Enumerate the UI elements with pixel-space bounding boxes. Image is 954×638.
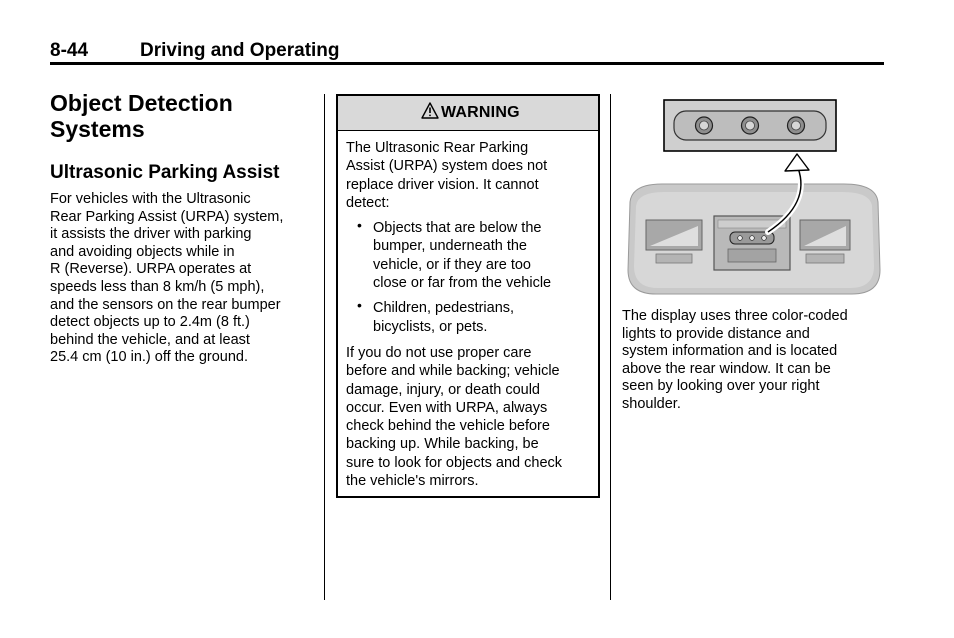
text-line: Assist (URPA) system does not (346, 158, 548, 175)
text-line: system information and is located (622, 343, 838, 360)
page-title (50, 90, 314, 142)
warning-body (346, 139, 594, 490)
text-line: For vehicles with the Ultrasonic (50, 191, 251, 207)
text-line: vehicle, or if they are too (373, 256, 531, 273)
text-line: R (Reverse). URPA operates at (50, 261, 252, 278)
text-line: bumper, underneath the (373, 238, 527, 255)
bullet-icon: • (357, 217, 362, 234)
text-line: backing up. While backing, be (346, 436, 539, 453)
page-number: 8-44 (50, 40, 89, 61)
column-divider (324, 94, 325, 600)
text-line: The Ultrasonic Rear Parking (346, 140, 529, 156)
intro-paragraph (50, 191, 314, 367)
text-line: Children, pedestrians, (373, 300, 515, 317)
warning-box (336, 94, 600, 498)
warning-bullet (346, 219, 594, 292)
warning-triangle-icon (421, 102, 439, 119)
text-line: behind the vehicle, and at least (50, 331, 250, 348)
indicator-light-icon (696, 117, 713, 134)
text-line: The display uses three color-coded (622, 308, 848, 324)
text-line: speeds less than 8 km/h (5 mph), (50, 278, 265, 295)
urpa-display-illustration (622, 94, 884, 299)
title-line-1: Object Detection (50, 90, 233, 116)
text-line: bicyclists, or pets. (373, 318, 488, 335)
display-description (622, 308, 884, 414)
subsection-title: Ultrasonic Parking Assist (50, 162, 280, 183)
text-line: Rear Parking Assist (URPA) system, (50, 208, 284, 225)
indicator-light-icon (742, 117, 759, 134)
text-line: check behind the vehicle before (346, 418, 550, 435)
text-line: occur. Even with URPA, always (346, 399, 548, 416)
text-line: detect: (346, 194, 390, 211)
text-line: above the rear window. It can be (622, 360, 831, 377)
text-line: it assists the driver with parking (50, 226, 252, 243)
text-line: seen by looking over your right (622, 378, 820, 395)
text-line: 25.4 cm (10 in.) off the ground. (50, 349, 249, 366)
text-line: shoulder. (622, 395, 681, 412)
text-line: and avoiding objects while in (50, 243, 235, 260)
text-line: replace driver vision. It cannot (346, 176, 539, 193)
warning-closing (346, 344, 594, 490)
warning-header (338, 96, 598, 131)
text-line: and the sensors on the rear bumper (50, 296, 281, 313)
text-line: before and while backing; vehicle (346, 363, 560, 380)
column-divider (610, 94, 611, 600)
text-line: If you do not use proper care (346, 344, 532, 361)
header-rule (50, 62, 884, 65)
title-line-2: Systems (50, 116, 145, 142)
column-left (50, 90, 314, 367)
text-line: the vehicle's mirrors. (346, 473, 479, 490)
text-line: detect objects up to 2.4m (8 ft.) (50, 314, 250, 331)
bullet-icon: • (357, 297, 362, 314)
warning-title: WARNING (441, 104, 520, 121)
indicator-light-icon (788, 117, 805, 134)
warning-bullet (346, 299, 594, 336)
text-line: damage, injury, or death could (346, 381, 540, 398)
text-line: lights to provide distance and (622, 325, 810, 342)
warning-intro (346, 139, 594, 212)
section-title: Driving and Operating (140, 40, 340, 61)
text-line: sure to look for objects and check (346, 454, 563, 471)
text-line: Objects that are below the (373, 220, 542, 237)
text-line: close or far from the vehicle (373, 275, 552, 292)
